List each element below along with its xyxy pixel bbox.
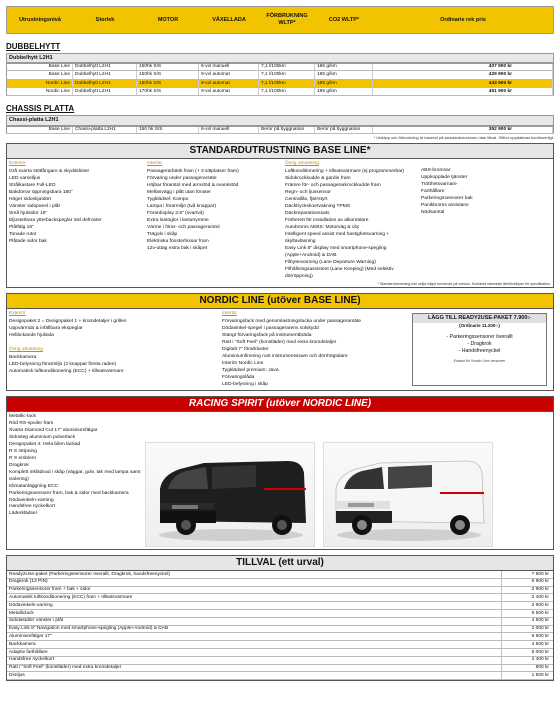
racing-spirit-title: RACING SPIRIT (utöver NORDIC LINE) — [7, 397, 553, 412]
list-item: Elektriska fönsterhissar fram — [147, 238, 209, 244]
footnote-emissions: * Utsläpp och förbrukning är baserat på standardversionen utan tillval. Siffror uppdateras kontinuerligt. — [373, 134, 554, 140]
list-item: Däcktryckskoervakning TPMS — [285, 203, 351, 209]
list-item: Trötthetsvarnare — [421, 181, 457, 187]
option-name: Backkamera — [9, 641, 36, 647]
option-price: 5 500 kr — [501, 610, 553, 617]
base-line-title: STANDARDUTRUSTNING BASE LINE* — [7, 144, 553, 159]
list-item: Förberett för installation av alkomätare — [285, 217, 369, 223]
list-item: Trägolv i skåp — [147, 231, 178, 237]
list-item: Parkeringssensorer bak — [421, 195, 473, 201]
list-item: Luftkonditionering + tillsatsvärmare (ej programmerbar) — [285, 168, 405, 174]
section-title-chassis: CHASSIS PLATTA — [6, 104, 75, 114]
list-item: Förvaringsfack med genomlastningslucka under passagerarsäte — [222, 318, 361, 324]
cell-co2: 186 g/km — [315, 64, 373, 70]
list-item: Backkamera — [9, 354, 37, 360]
base-line-block — [6, 143, 554, 288]
cell-co2: 185 g/km — [315, 71, 373, 78]
list-item: Stängt förvaringsfack på instrumentbräda — [222, 332, 312, 338]
table-row — [7, 649, 553, 657]
tillval-title: TILLVAL (ett urval) — [7, 556, 553, 571]
cell-co2: Beror på byggnation — [315, 127, 373, 133]
nordic-line-block — [6, 293, 554, 391]
base-col-safety — [417, 161, 551, 280]
cell-gear: 9-vxl automat — [199, 80, 259, 87]
ready2use-title: LÄGG TILL READY2USE-PAKET 7.900:- — [413, 314, 546, 323]
table-row — [7, 633, 553, 641]
option-price: 6 900 kr — [501, 633, 553, 640]
option-name: Dimljus — [9, 672, 25, 678]
option-name: Handsfree nyckelkort — [9, 657, 55, 663]
list-item: Filhållningsassistent (Lane Keeping) (Med selektiv dörröppning) — [285, 266, 394, 279]
list-item: Passagerarbänk fram (+ 3 sittplatser fram) — [147, 168, 239, 174]
cell-size: Dubbelhytt L2H1 — [73, 88, 137, 95]
nordic-col-exterior — [9, 311, 222, 388]
table-row — [6, 63, 554, 71]
list-item: Uppvärmda & infällbara ekspeglar — [9, 325, 83, 331]
list-item: Bakdörrar öppningsbara 180° — [9, 189, 73, 195]
van-image-dark — [145, 442, 315, 547]
list-item: Centrallås, fjärrstyrt — [285, 196, 328, 202]
table-row — [6, 71, 554, 79]
list-item: Lampa i förarmiljö (två knappar) — [147, 203, 217, 209]
option-price: 5 900 kr — [501, 579, 553, 586]
list-item: Dragkrok — [9, 462, 29, 468]
cell-fuel: Beror på byggnation — [259, 127, 315, 133]
van-image-white — [323, 442, 493, 547]
option-price: 2 400 kr — [501, 594, 553, 601]
cell-level: Nordic Line — [7, 80, 73, 87]
header-price: Ordinarie rek pris — [440, 16, 486, 23]
tillval-table — [7, 571, 553, 680]
cell-level: Base Line — [7, 64, 73, 70]
cell-gear: 9-vxl automat — [199, 71, 259, 78]
header-motor: MOTOR — [157, 16, 179, 23]
option-name: Aluminiumfälgar 17" — [9, 633, 52, 639]
list-item: Panikbroms assistans — [421, 202, 469, 208]
list-item: Klimatanläggning ECC — [9, 483, 59, 489]
cell-size: Dubbelhytt L2H1 — [73, 64, 137, 70]
table-row — [7, 594, 553, 602]
table-header — [6, 6, 554, 34]
list-item: Designpaket 2 = Designpaket 1 + kromdetaljer i grillen — [9, 318, 127, 324]
list-item: Handsfree nyckelkort — [9, 504, 55, 510]
list-item: Tygklädsel: Kompo — [147, 196, 189, 202]
option-name: Ready2Use-paket (Parkeringssensorer överallt, Dragkrok, handsfreenyckel) — [9, 571, 171, 577]
van-images — [141, 414, 551, 547]
list-item: Läderklädsel — [9, 511, 37, 517]
list-item: Värme i förar- och passagerarstol — [147, 224, 220, 230]
list-item: Mellanvägg i plåt utan fönster — [147, 189, 211, 195]
table-row — [7, 657, 553, 665]
cell-motor: 150hk S/S — [137, 80, 199, 87]
list-item: Förvaringslåda — [222, 375, 255, 381]
option-name: Ratt i "Soft Feel" (konstläder) med extra kromdetaljer — [9, 665, 122, 671]
list-item: Uppkopplade tjänster — [421, 174, 468, 180]
racing-col-items — [9, 414, 141, 547]
option-name: Easy Link 8" Navigation med smartphone-spegling (Apple+Android) & DAB — [9, 626, 169, 632]
header-co2: CO2 WLTP* — [328, 16, 360, 23]
list-item: Extra lastöglor i lastutrymme — [147, 217, 209, 223]
subtitle-chassis: Chassi-platta L2H1 — [6, 115, 554, 126]
option-price: 4 500 kr — [501, 618, 553, 625]
list-item: Små hjulsidor 16" — [9, 210, 48, 216]
list-item: Digitalt 7" förarkluster — [222, 347, 269, 352]
list-item: Däckreparationssats — [285, 210, 330, 216]
cell-level: Nordic Line — [7, 88, 73, 95]
option-name: Dödavinkeln-varning — [9, 602, 53, 608]
list-item: LED varselljus — [9, 175, 41, 181]
option-price: 1 500 kr — [501, 672, 553, 679]
list-item: R S stripning — [9, 448, 37, 454]
table-row — [7, 665, 553, 673]
table-row — [7, 626, 553, 634]
table-row — [7, 602, 553, 610]
option-price: 2 900 kr — [501, 587, 553, 594]
list-item: R S emblem — [9, 455, 36, 461]
racing-spirit-block — [6, 396, 554, 550]
list-item: Vänster sidopanel i plåt — [9, 203, 60, 209]
list-item: Sidokrockkudde & gardin fram — [285, 175, 351, 181]
cell-size: Dubbelhytt L2H1 — [73, 80, 137, 87]
list-item: Intelligent speed assist med hastighetsvarning + skyltavläsning — [285, 231, 390, 244]
base-col-interior — [147, 161, 285, 280]
list-item: - Parkeringssensorer överallt — [446, 334, 513, 341]
list-item: - Handsfreenyckel — [458, 348, 501, 355]
list-item: Tygklädsel premium: Java — [222, 368, 279, 374]
list-item: Ratt i "Soft Feel" (konstläder) med extra kromdetaljer — [222, 339, 337, 345]
list-item: Höger sidoskjutdörr — [9, 196, 52, 202]
nordic-interior-label: Interiör — [222, 311, 237, 317]
base-other-label: Övrig utrustning — [285, 160, 319, 166]
base-col-exterior — [9, 161, 147, 280]
cell-fuel: 7,1 l/100km — [259, 64, 315, 70]
dubbelhytt-table — [6, 63, 554, 96]
list-item: 12v-uttag extra bak i skåpet — [147, 245, 208, 251]
cell-gear: 6-vxl manuell — [199, 127, 259, 133]
cell-price: 407 900 kr — [373, 64, 553, 70]
list-item: Designpaket 4: Hela bilen lackad — [9, 441, 81, 447]
list-item: Förardisplay 3.5" (svartvit) — [147, 210, 204, 216]
option-price: 2 400 kr — [501, 657, 553, 664]
table-row — [6, 88, 554, 96]
list-item: Filbytesvarning (Lane Departure Warning) — [285, 259, 376, 265]
option-name: Sidolastdörr vänster i plåt — [9, 618, 64, 624]
section-title-dubbelhytt: DUBBELHYTT — [6, 42, 61, 51]
cell-motor: 170hk S/S — [137, 88, 199, 95]
nordic-line-title: NORDIC LINE (utöver BASE LINE) — [7, 294, 553, 309]
list-item: - Dragkrok — [467, 341, 492, 348]
list-item: Nödsamtal — [421, 209, 445, 215]
list-item: Grå svarta stötfångare & skyddslister — [9, 168, 90, 174]
table-row — [7, 641, 553, 649]
cell-price: 429 900 kr — [373, 71, 553, 78]
list-item: LED-belysning i skåp — [222, 382, 268, 388]
cell-price: 451 900 kr — [373, 88, 553, 95]
option-name: Parkeringssensorer fram + bak + sidor — [9, 587, 91, 593]
option-price: 4 500 kr — [501, 641, 553, 648]
base-exterior-label: Exteriör — [9, 160, 26, 166]
cell-fuel: 7,1 l/100km — [259, 80, 315, 87]
list-item: Regn- och ljussensor — [285, 189, 331, 195]
list-item: Easy Link 8" display med smartphone-spegling (Apple+Android) & DAB — [285, 245, 387, 258]
header-size: Storlek — [95, 16, 115, 23]
list-item: ABS-bromsar — [421, 167, 451, 173]
table-row — [7, 579, 553, 587]
header-fuel: FÖRBRUKNING WLTP* — [266, 13, 308, 26]
cell-fuel: 7,1 l/100km — [259, 71, 315, 78]
table-row — [7, 571, 553, 579]
option-price: 2 900 kr — [501, 602, 553, 609]
cell-level: Base Line — [7, 71, 73, 78]
cell-co2: 185 g/km — [315, 88, 373, 95]
nordic-col-interior — [222, 311, 412, 388]
option-price: 2 000 kr — [501, 626, 553, 633]
cell-price: 352 900 kr — [373, 127, 553, 133]
cell-co2: 185 g/km — [315, 80, 373, 87]
list-item: Interiör Nordic Line — [222, 361, 264, 367]
list-item: Metallic-lack — [9, 414, 36, 420]
table-row — [7, 610, 553, 618]
list-item: Främre för- och passagerarkrockkudde fram — [285, 182, 381, 188]
cell-fuel: 7,1 l/100km — [259, 88, 315, 95]
table-row — [6, 80, 554, 88]
option-price: 7 900 kr — [501, 571, 553, 578]
price-list-page — [0, 6, 560, 725]
list-item: Parkeringssensorer fram, bak & sidor med backkamera — [9, 490, 129, 496]
list-item: Komplett inklädnad i skåp (väggar, golv, tak med lampa samt isolering) — [9, 469, 141, 482]
cell-motor: 150 hk S/S — [137, 127, 199, 133]
list-item: Automatisk luftkonditionering (ECC) + tillsatsvärmare — [9, 368, 124, 374]
chassis-table — [6, 126, 554, 134]
ready2use-footnote: Endast för Nordic Line-versioner — [453, 359, 506, 364]
list-item: Sidosteg aluminium pulverlack — [9, 434, 76, 440]
list-item: Strålkastare Full-LED — [9, 182, 56, 188]
base-footnote: * Standardutrustning kan skilja något beroende på version. Kontakta närmaste återförsäljare för specifikation. — [377, 281, 551, 286]
list-item: Röd RS-spoiler fram — [9, 421, 54, 427]
cell-price: 443 900 kr — [373, 80, 553, 87]
table-row — [7, 618, 553, 626]
list-item: Höjbar förarstol med armstöd & svankstöd — [147, 182, 239, 188]
list-item: Aluminiumfinering runt instrumentvisare och dörrhögtalare — [222, 354, 348, 360]
list-item: Tonade rutor — [9, 231, 37, 237]
option-name: Automatisk luftkonditionering (ECC) fram + tillsatsvärmare — [9, 595, 133, 600]
base-interior-label: Interiör — [147, 160, 162, 166]
subtitle-dubbelhytt: Dubbelhytt L2H1 — [6, 53, 554, 64]
list-item: Plåtade sidor bak — [9, 238, 47, 244]
cell-gear: 6-vxl manuell — [199, 64, 259, 70]
list-item: Eljusterbara ytterbackspeglar inkl defroster — [9, 217, 102, 223]
table-row — [6, 126, 554, 134]
list-item: Helläckande hjulsida — [9, 332, 54, 338]
cell-level: Base Line — [7, 127, 73, 133]
list-item: Svarta Diamond Cut 17" aluminiumfälgar — [9, 428, 98, 433]
tillval-block — [6, 555, 554, 681]
nordic-other-label: Övrig utrustning — [9, 346, 43, 352]
nordic-exterior-label: Exteriör — [9, 311, 26, 317]
list-item: Farthållare — [421, 188, 445, 194]
ready2use-subtitle: (Ordinarie 11.200:-) — [459, 322, 500, 328]
cell-gear: 9-vxl automat — [199, 88, 259, 95]
cell-size: Chassi-platta L2H1 — [73, 127, 137, 133]
header-level: Utrustningsnivå — [19, 16, 61, 23]
list-item: Förvaring under passagerarsäte — [147, 175, 217, 181]
list-item: Dödavinkel-spegel i passagerarens solskydd — [222, 325, 319, 331]
list-item: Autobroms AEBS: Motorväg & city — [285, 224, 360, 230]
option-price: 5 000 kr — [501, 649, 553, 656]
base-col-other — [285, 161, 417, 280]
table-row — [7, 587, 553, 595]
option-name: Dragkrok (13 PIN) — [9, 579, 48, 585]
option-name: Adaptiv farthållare — [9, 649, 48, 655]
header-gear: VÄXELLADA — [212, 16, 246, 23]
list-item: Dödavinkeln-varning — [9, 497, 54, 503]
list-item: Plåtfälg 16" — [9, 224, 34, 230]
cell-size: Dubbelhytt L2H1 — [73, 71, 137, 78]
cell-motor: 150hk S/S — [137, 71, 199, 78]
cell-motor: 150hk S/S — [137, 64, 199, 70]
list-item: LED-belysning förarmiljö (3 knappar första raden) — [9, 361, 117, 367]
option-price: 800 kr — [501, 665, 553, 672]
table-row — [7, 672, 553, 680]
option-name: Metalliclack — [9, 610, 34, 616]
ready2use-box — [412, 313, 547, 386]
